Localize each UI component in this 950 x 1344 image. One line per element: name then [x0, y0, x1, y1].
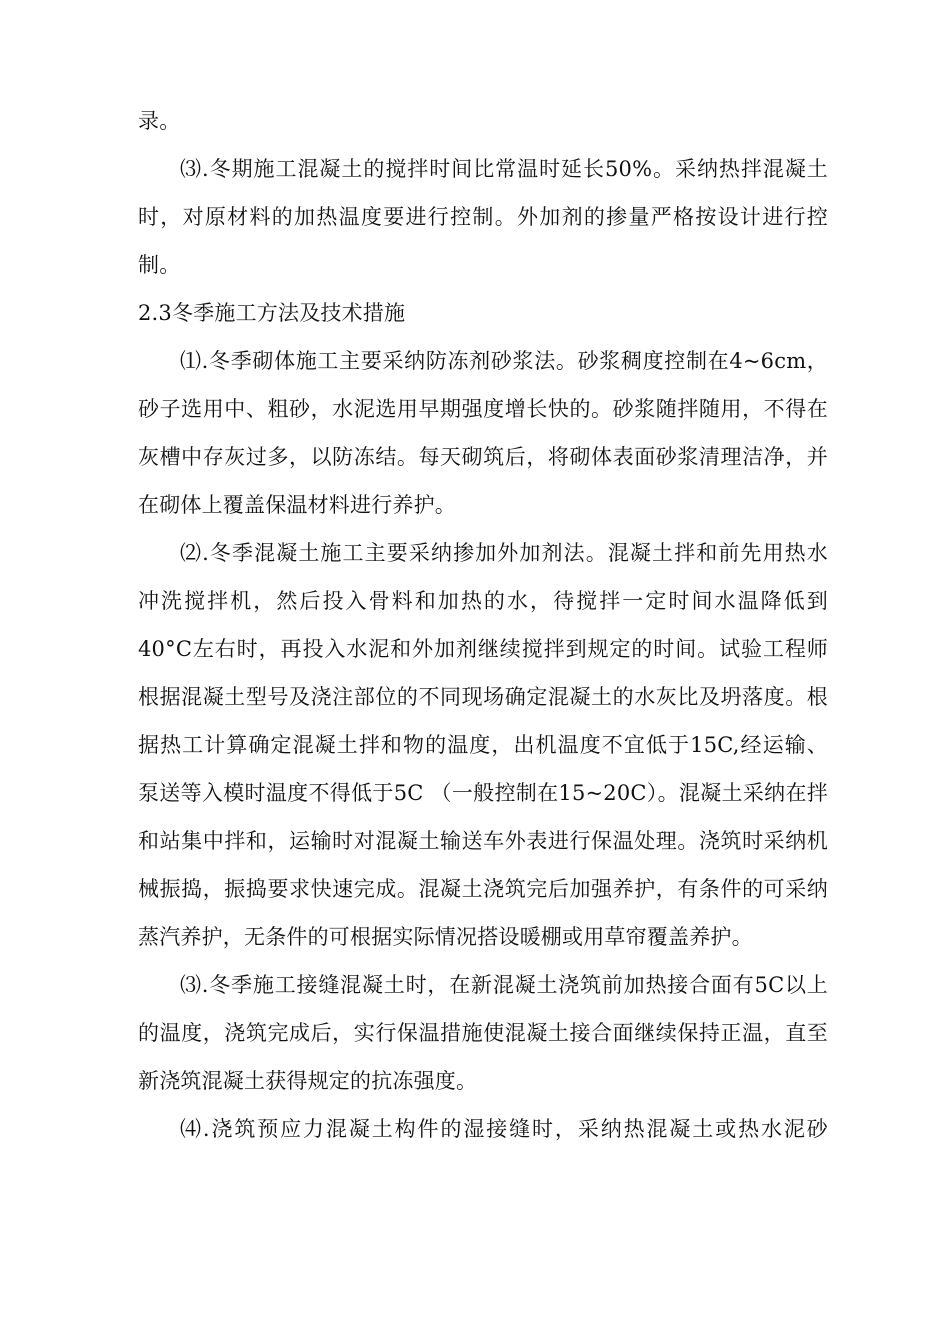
paragraph-line: 新浇筑混凝土获得规定的抗冻强度。 — [138, 1069, 478, 1093]
paragraph-line: 据热工计算确定混凝土拌和物的温度，出机温度不宜低于15C,经运输、 — [138, 733, 828, 757]
paragraph-line: 冲洗搅拌机，然后投入骨料和加热的水，待搅拌一定时间水温降低到 — [138, 589, 828, 613]
paragraph-line: 蒸汽养护，无条件的可根据实际情况搭设暖棚或用草帘覆盖养护。 — [138, 925, 753, 949]
section-heading: 2.3冬季施工方法及技术措施 — [138, 301, 406, 325]
paragraph-2-line: ⑵.冬季混凝土施工主要采纳掺加外加剂法。混凝土拌和前先用热水 — [180, 541, 828, 565]
paragraph-line: 在砌体上覆盖保温材料进行养护。 — [138, 493, 456, 517]
paragraph-3-line: ⑶.冬期施工混凝土的搅拌时间比常温时延长50%。采纳热拌混凝土 — [180, 157, 828, 181]
paragraph-line: 械振捣，振捣要求快速完成。混凝土浇筑完后加强养护，有条件的可采纳 — [138, 877, 828, 901]
paragraph-line: 制。 — [138, 253, 181, 277]
paragraph-line: 的温度，浇筑完成后，实行保温措施使混凝土接合面继续保持正温，直至 — [138, 1021, 828, 1045]
paragraph-line: 和站集中拌和，运输时对混凝土输送车外表进行保温处理。浇筑时采纳机 — [138, 829, 828, 853]
paragraph-line: 根据混凝土型号及浇注部位的不同现场确定混凝土的水灰比及坍落度。根 — [138, 685, 828, 709]
paragraph-4-line: ⑷.浇筑预应力混凝土构件的湿接缝时，采纳热混凝土或热水泥砂 — [180, 1117, 828, 1141]
paragraph-line: 泵送等入模时温度不得低于5C （一般控制在15~20C）。混凝土采纳在拌 — [138, 781, 828, 805]
paragraph-line: 时，对原材料的加热温度要进行控制。外加剂的掺量严格按设计进行控 — [138, 205, 828, 229]
paragraph-1-line: ⑴.冬季砌体施工主要采纳防冻剂砂浆法。砂浆稠度控制在4~6cm， — [180, 349, 828, 373]
paragraph-line: 灰槽中存灰过多，以防冻结。每天砌筑后，将砌体表面砂浆清理洁净，并 — [138, 445, 828, 469]
paragraph-line: 砂子选用中、粗砂，水泥选用早期强度增长快的。砂浆随拌随用，不得在 — [138, 397, 828, 421]
text-line: 录。 — [138, 109, 181, 133]
paragraph-line: 40°C左右时，再投入水泥和外加剂继续搅拌到规定的时间。试验工程师 — [138, 637, 828, 661]
paragraph-3b-line: ⑶.冬季施工接缝混凝土时，在新混凝土浇筑前加热接合面有5C以上 — [180, 973, 828, 997]
